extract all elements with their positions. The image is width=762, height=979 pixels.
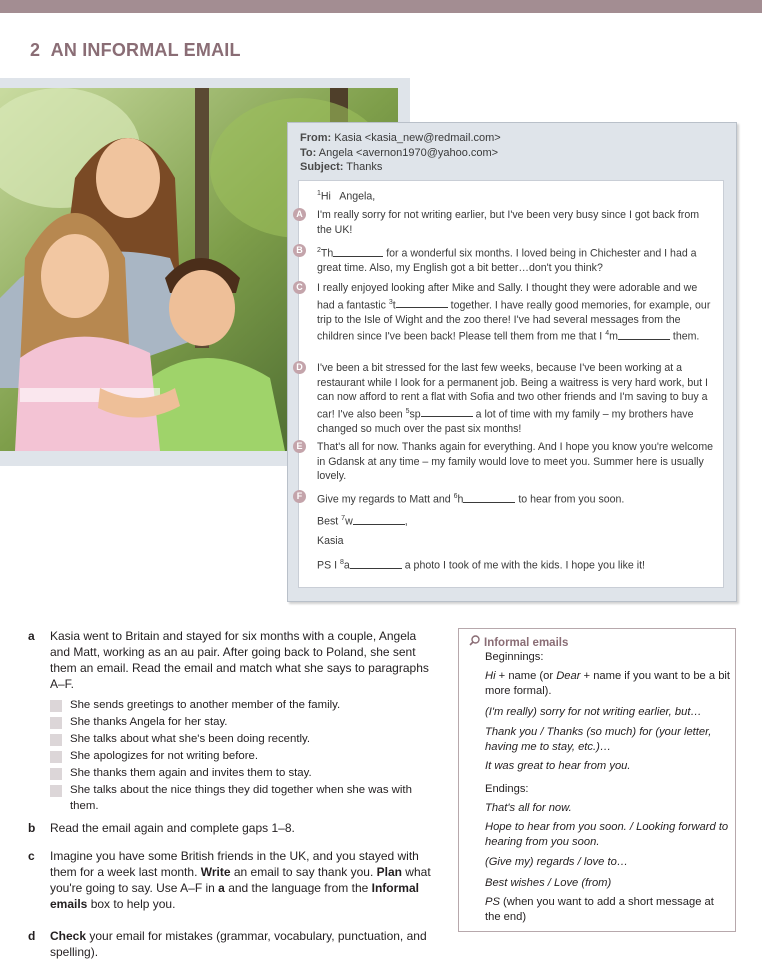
match-item: She apologizes for not writing before. [50,749,430,766]
paragraph-letter: C [293,281,306,294]
to-value: Angela <avernon1970@yahoo.com> [318,146,499,159]
gap-8[interactable] [350,558,402,569]
answer-box[interactable] [50,734,62,746]
paragraph-letter: A [293,208,306,221]
paragraph-b: B $^2$Th for a wonderful six months. I loved being in Chichester and I had a great time. Also, my English got a bit better…don't you think? [307,244,715,276]
beginning-1: Hi + name (or Dear + name if you want to be a bit more formal). [485,670,731,697]
beginnings-heading: Beginnings: [485,651,544,663]
top-color-bar [0,0,762,13]
gap-3[interactable] [396,297,448,308]
greeting: $^1$Hi Angela, [317,190,376,203]
ending-4: Best wishes / Love (from) [485,877,612,889]
ending-1: That's all for now. [485,802,572,814]
beginning-2: (I'm really) sorry for not writing earlier, but… [485,706,702,718]
matching-list [50,698,430,815]
email-header: From: Kasia <kasia_new@redmail.com> To: Angela <avernon1970@yahoo.com> Subject: Thanks [300,132,501,173]
answer-box[interactable] [50,768,62,780]
paragraph-c: C I really enjoyed looking after Mike and Sally. I thought they were adorable and we had a fantastic $^3$t together. I have really good memories, for example, our trip to the Isle of Wight and the zoo there! I've had several messages from the children since I've been back! Please tell them from me that I $^4$m them. [307,281,715,344]
ending-5: PS (when you want to add a short message at the end) [485,896,714,923]
answer-box[interactable] [50,700,62,712]
email-body [298,180,724,588]
paragraph-letter: D [293,361,306,374]
match-item: She thanks them again and invites them to stay. [50,766,430,783]
match-item: She sends greetings to another member of the family. [50,698,430,715]
ending-2: Hope to hear from you soon. / Looking forward to hearing from you soon. [485,821,729,848]
match-item: She talks about the nice things they did together when she was with them. [50,783,430,815]
gap-7[interactable] [353,514,405,525]
paragraph-letter: E [293,440,306,453]
gap-4[interactable] [618,329,670,340]
endings-heading: Endings: [485,783,529,795]
answer-box[interactable] [50,717,62,729]
beginning-4: It was great to hear from you. [485,760,631,772]
task-c: c Imagine you have some British friends in the UK, and you stayed with them for a week last month. Write an email to say thank you. Plan what you're going to say. Use A–F in a and the language from the Informal emails box to help you. [28,849,431,911]
magnifier-icon [469,635,480,649]
answer-box[interactable] [50,785,62,797]
paragraph-letter: F [293,490,306,503]
gap-2[interactable] [333,246,383,257]
paragraph-d: D I've been a bit stressed for the last few weeks, because I've been working at a restaurant while I look for a permanent job. Being a waitress is very hard work, but I can now afford to rent a flat with Sofia and two other friends and I'm saving to buy a car! I've also been $^5$sp a lot of time with my family – my brothers have changed so much over the past six months! [307,361,715,436]
match-item: She thanks Angela for her stay. [50,715,430,732]
informal-emails-box [458,628,736,932]
ending-3: (Give my) regards / love to… [485,856,628,868]
signature: Kasia [317,535,344,547]
beginning-3: Thank you / Thanks (so much) for (your letter, having me to stay, etc.)… [485,726,712,753]
task-d: d Check your email for mistakes (grammar, vocabulary, punctuation, and spelling). [28,929,427,959]
paragraph-letter: B [293,244,306,257]
gap-6[interactable] [463,492,515,503]
section-title: 2 AN INFORMAL EMAIL [30,40,241,60]
box-title: Informal emails [469,635,568,649]
task-a: a Kasia went to Britain and stayed for six months with a couple, Angela and Matt, working as an au pair. After going back to Poland, she sent them an email. Read the email and match what she says to paragraphs A–F. [28,629,429,691]
from-value: Kasia <kasia_new@redmail.com> [334,132,501,144]
paragraph-f: F Give my regards to Matt and $^6$h to hear from you soon. [307,490,715,507]
paragraph-e: E That's all for now. Thanks again for everything. And I hope you know you're welcome in Gdansk at any time – my family would love to meet you. Summer here is usually lovely. [307,440,715,484]
match-item: She talks about what she's been doing recently. [50,732,430,749]
postscript: PS I $^8$a a photo I took of me with the kids. I hope you like it! [317,559,645,572]
answer-box[interactable] [50,751,62,763]
gap-5[interactable] [421,406,473,417]
subject-value: Thanks [346,161,383,173]
email-window [287,122,737,602]
task-b: b Read the email again and complete gaps 1–8. [28,821,295,835]
paragraph-a: A I'm really sorry for not writing earlier, but I've been very busy since I got back from the UK! [307,208,715,237]
closing: Best $^7$w , [317,515,408,528]
